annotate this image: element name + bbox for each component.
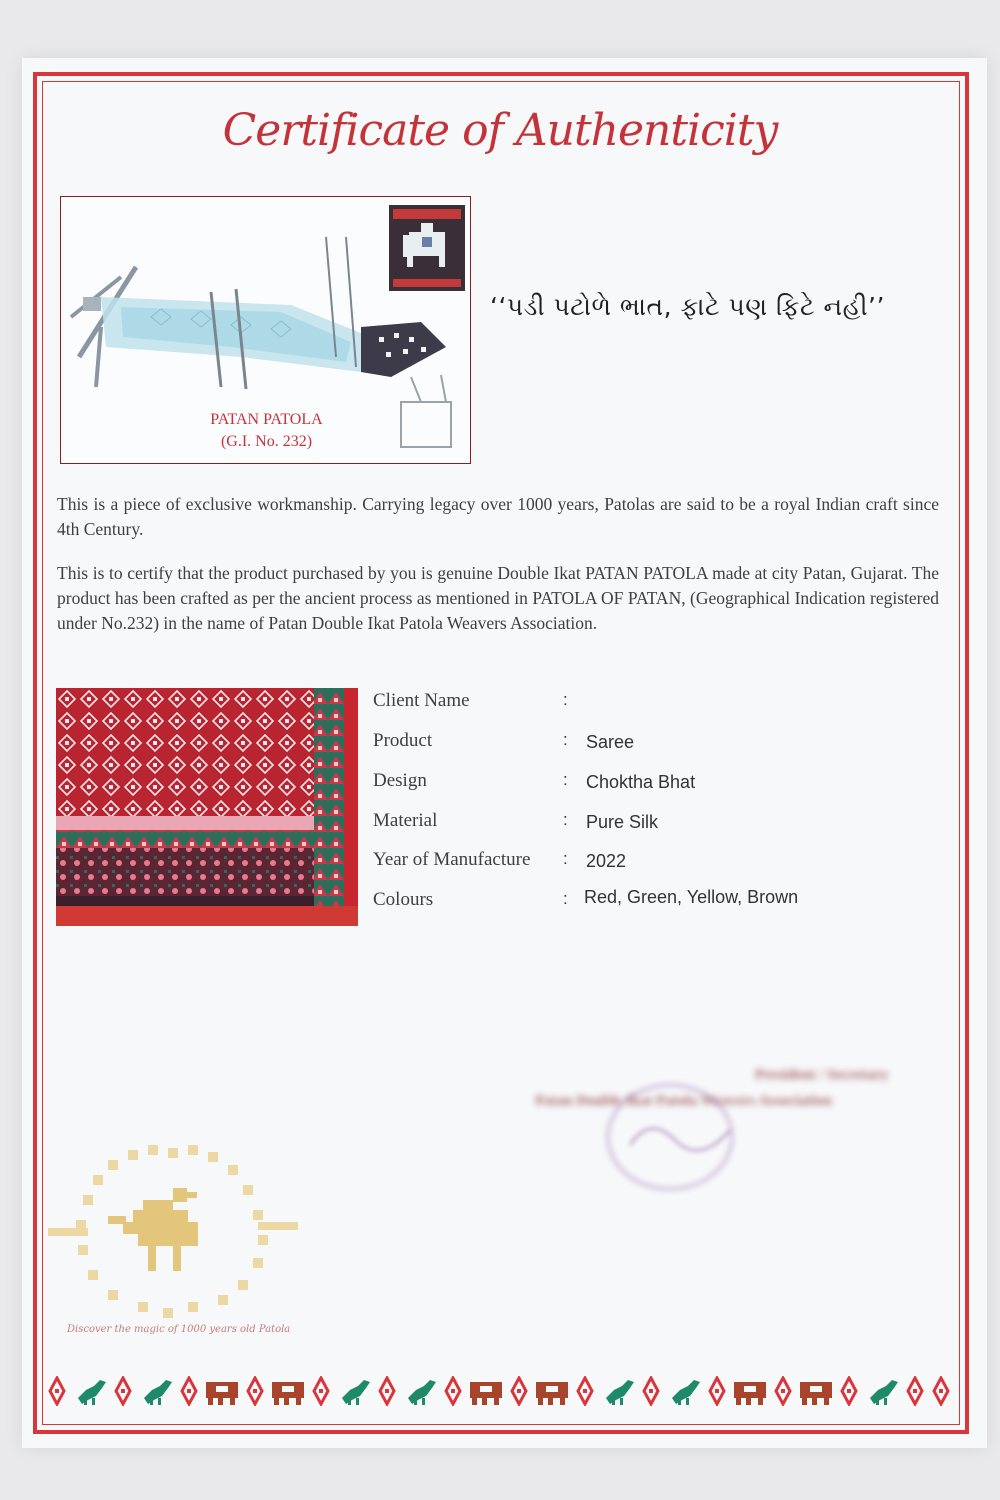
detail-value: 2022 bbox=[586, 851, 627, 871]
detail-label: Year of Manufacture bbox=[373, 849, 531, 870]
certificate-title: Certificate of Authenticity bbox=[222, 105, 778, 156]
patola-bird-logo bbox=[48, 1140, 298, 1325]
detail-label: Material bbox=[373, 810, 438, 831]
loom-illustration-panel bbox=[60, 196, 471, 464]
detail-separator: : bbox=[563, 690, 568, 709]
detail-separator: : bbox=[563, 810, 568, 829]
loom-caption-title: PATAN PATOLA bbox=[210, 411, 323, 428]
signatory-organization: Patan Double Ikat Patola Weavers Association bbox=[535, 1093, 832, 1109]
detail-value: Choktha Bhat bbox=[586, 772, 696, 792]
detail-separator: : bbox=[563, 889, 568, 908]
certification-paragraph: This is to certify that the product purchased by you is genuine Double Ikat PATAN PATOLA made at city Patan, Gujarat. The product has been crafted as per the ancient process as mentioned in PATOLA OF PATAN, (Geographical Indication registered under No.232) in the name of Patan Double Ikat Patola Weavers Association. bbox=[57, 563, 939, 633]
gujarati-proverb: ‘‘પડી પટોળે ભાત, ફાટે પણ ફિટે નહી’’ bbox=[490, 292, 885, 321]
association-stamp bbox=[600, 1075, 770, 1195]
detail-label: Colours bbox=[373, 889, 434, 910]
detail-label: Product bbox=[373, 730, 433, 751]
signatory-title: President / Secretary bbox=[755, 1067, 889, 1083]
detail-label: Design bbox=[373, 770, 427, 791]
detail-separator: : bbox=[563, 770, 568, 789]
logo-tagline: Discover the magic of 1000 years old Patola bbox=[67, 1324, 291, 1335]
detail-value: Saree bbox=[586, 732, 635, 752]
loom-caption-gi-number: (G.I. No. 232) bbox=[220, 433, 313, 450]
intro-paragraph: This is a piece of exclusive workmanship. Carrying legacy over 1000 years, Patolas are said to be a royal Indian craft since 4th Century. bbox=[57, 494, 939, 539]
detail-label: Client Name bbox=[373, 690, 470, 711]
detail-value: Red, Green, Yellow, Brown bbox=[584, 887, 799, 907]
detail-separator: : bbox=[563, 849, 568, 868]
detail-separator: : bbox=[563, 730, 568, 749]
saree-fabric-image bbox=[56, 688, 358, 926]
patola-motif-strip bbox=[48, 1376, 953, 1406]
detail-value: Pure Silk bbox=[586, 812, 659, 832]
